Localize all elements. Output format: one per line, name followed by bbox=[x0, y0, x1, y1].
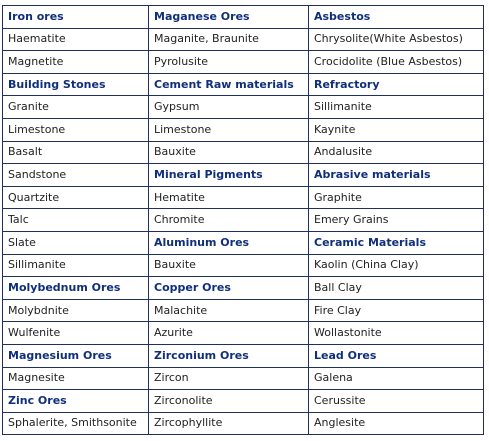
category-heading-cell: Asbestos bbox=[309, 6, 484, 29]
table-row bbox=[3, 277, 484, 300]
mineral-cell: Azurite bbox=[149, 322, 309, 345]
mineral-cell: Zirconolite bbox=[149, 390, 309, 413]
mineral-cell: Granite bbox=[3, 96, 149, 119]
category-heading-cell: Molybednum Ores bbox=[3, 277, 149, 300]
mineral-cell: Bauxite bbox=[149, 141, 309, 164]
mineral-cell: Cerussite bbox=[309, 390, 484, 413]
mineral-cell: Wulfenite bbox=[3, 322, 149, 345]
category-heading-cell: Lead Ores bbox=[309, 344, 484, 367]
category-heading-cell: Maganese Ores bbox=[149, 6, 309, 29]
mineral-cell: Sphalerite, Smithsonite bbox=[3, 412, 149, 435]
table-row bbox=[3, 141, 484, 164]
mineral-cell: Sandstone bbox=[3, 164, 149, 187]
mineral-cell: Andalusite bbox=[309, 141, 484, 164]
category-heading-cell: Copper Ores bbox=[149, 277, 309, 300]
mineral-cell: Pyrolusite bbox=[149, 51, 309, 74]
table-row bbox=[3, 322, 484, 345]
category-heading-cell: Refractory bbox=[309, 73, 484, 96]
table-row bbox=[3, 367, 484, 390]
mineral-cell: Quartzite bbox=[3, 186, 149, 209]
table-row bbox=[3, 96, 484, 119]
mineral-cell: Slate bbox=[3, 231, 149, 254]
table-row bbox=[3, 6, 484, 29]
table-row bbox=[3, 412, 484, 435]
table-row bbox=[3, 186, 484, 209]
mineral-cell: Haematite bbox=[3, 28, 149, 51]
mineral-cell: Fire Clay bbox=[309, 299, 484, 322]
table-row bbox=[3, 209, 484, 232]
mineral-cell: Basalt bbox=[3, 141, 149, 164]
category-heading-cell: Abrasive materials bbox=[309, 164, 484, 187]
category-heading-cell: Magnesium Ores bbox=[3, 344, 149, 367]
category-heading-cell: Ceramic Materials bbox=[309, 231, 484, 254]
mineral-cell: Kaolin (China Clay) bbox=[309, 254, 484, 277]
category-heading-cell: Cement Raw materials bbox=[149, 73, 309, 96]
mineral-cell: Gypsum bbox=[149, 96, 309, 119]
mineral-cell: Sillimanite bbox=[309, 96, 484, 119]
mineral-cell: Anglesite bbox=[309, 412, 484, 435]
table-row bbox=[3, 28, 484, 51]
mineral-cell: Magnesite bbox=[3, 367, 149, 390]
table-row bbox=[3, 254, 484, 277]
table-body bbox=[3, 6, 484, 435]
mineral-cell: Galena bbox=[309, 367, 484, 390]
mineral-cell: Crocidolite (Blue Asbestos) bbox=[309, 51, 484, 74]
mineral-cell: Maganite, Braunite bbox=[149, 28, 309, 51]
mineral-cell: Emery Grains bbox=[309, 209, 484, 232]
category-heading-cell: Zirconium Ores bbox=[149, 344, 309, 367]
category-heading-cell: Aluminum Ores bbox=[149, 231, 309, 254]
mineral-cell: Molybdnite bbox=[3, 299, 149, 322]
category-heading-cell: Iron ores bbox=[3, 6, 149, 29]
mineral-cell: Sillimanite bbox=[3, 254, 149, 277]
mineral-cell: Malachite bbox=[149, 299, 309, 322]
mineral-ores-table bbox=[2, 5, 484, 435]
table-row bbox=[3, 118, 484, 141]
table-row bbox=[3, 344, 484, 367]
category-heading-cell: Mineral Pigments bbox=[149, 164, 309, 187]
mineral-cell: Zircon bbox=[149, 367, 309, 390]
mineral-cell: Wollastonite bbox=[309, 322, 484, 345]
mineral-cell: Magnetite bbox=[3, 51, 149, 74]
mineral-cell: Bauxite bbox=[149, 254, 309, 277]
category-heading-cell: Zinc Ores bbox=[3, 390, 149, 413]
table-row bbox=[3, 164, 484, 187]
mineral-cell: Chrysolite(White Asbestos) bbox=[309, 28, 484, 51]
mineral-cell: Limestone bbox=[3, 118, 149, 141]
mineral-cell: Talc bbox=[3, 209, 149, 232]
table-row bbox=[3, 51, 484, 74]
table-row bbox=[3, 390, 484, 413]
table-row bbox=[3, 73, 484, 96]
mineral-cell: Kaynite bbox=[309, 118, 484, 141]
table-row bbox=[3, 231, 484, 254]
mineral-cell: Graphite bbox=[309, 186, 484, 209]
mineral-cell: Hematite bbox=[149, 186, 309, 209]
mineral-cell: Chromite bbox=[149, 209, 309, 232]
mineral-cell: Ball Clay bbox=[309, 277, 484, 300]
category-heading-cell: Building Stones bbox=[3, 73, 149, 96]
mineral-cell: Limestone bbox=[149, 118, 309, 141]
mineral-cell: Zircophyllite bbox=[149, 412, 309, 435]
table-row bbox=[3, 299, 484, 322]
